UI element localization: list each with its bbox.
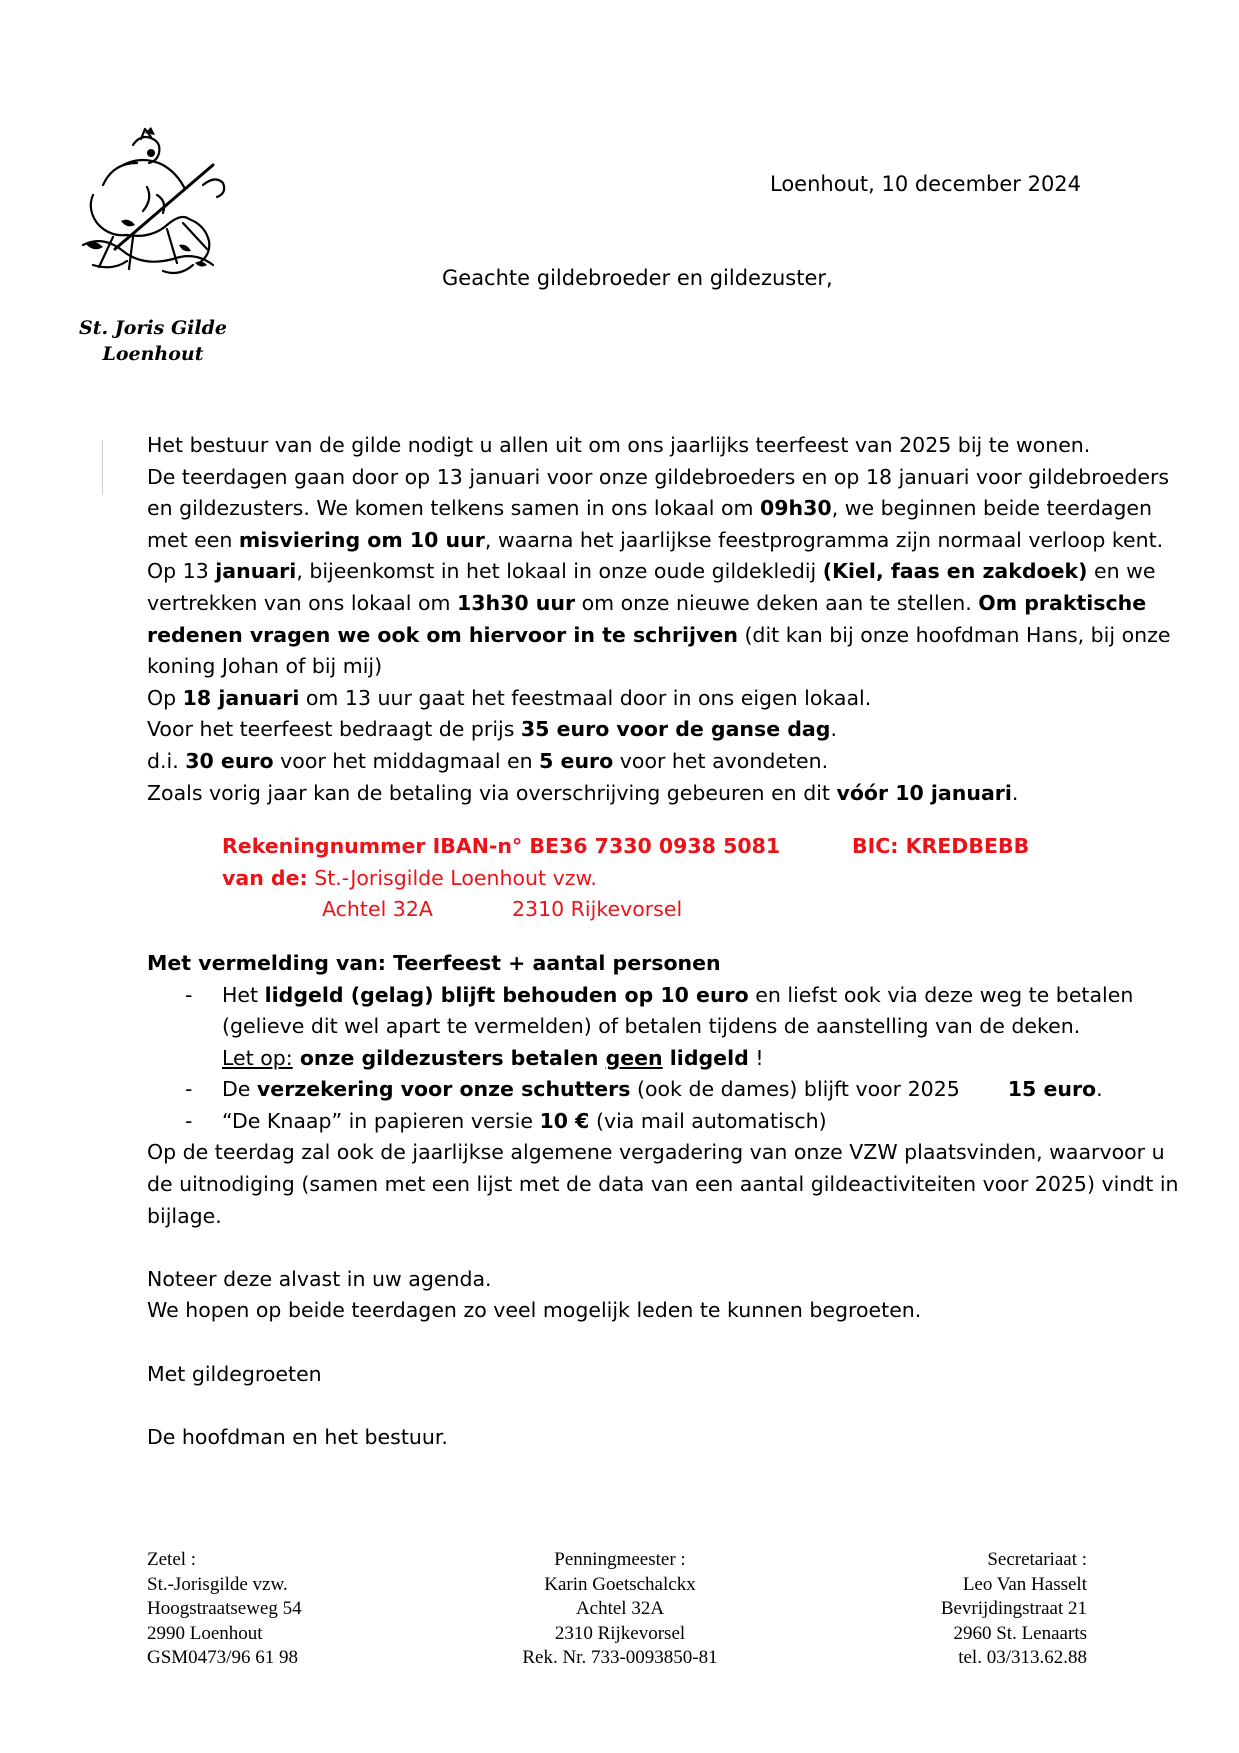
list-item [147, 1106, 1187, 1138]
mention-list [147, 980, 1187, 1138]
text: en we vertrekken van ons lokaal om [147, 559, 1156, 615]
footer-line: Karin Goetschalckx [544, 1573, 696, 1595]
paragraph-agenda: Noteer deze alvast in uw agenda. [147, 1266, 492, 1291]
paragraph-agm: Op de teerdag zal ook de jaarlijkse algemene vergadering van onze VZW plaatsvinden, waarvoor u de uitnodiging (samen met een lijst met de data van een aantal gildeactiviteiten voor 2025) vindt in bijlage. [147, 1140, 1179, 1228]
list-item [147, 1074, 1187, 1106]
logo-name-line2: Loenhout [102, 343, 204, 365]
footer-line: 2310 Rijkevorsel [554, 1622, 686, 1644]
text-bold: 13h30 uur [456, 590, 576, 615]
text-bold: misviering om 10 uur [238, 527, 485, 552]
text-bold: 10 € [539, 1108, 590, 1133]
text-bold: lidgeld [662, 1045, 749, 1070]
text-bold: 5 euro [539, 748, 614, 773]
list-dash: - [185, 1077, 193, 1102]
text: Op 13 [147, 559, 216, 584]
bank-street: Achtel 32A [322, 897, 433, 922]
text: d.i. [147, 748, 186, 773]
text: , bijeenkomst in het lokaal in onze oude gildekledij [296, 559, 823, 584]
text: (dit kan bij onze hoofdman Hans, bij onze koning Johan of bij mij) [147, 622, 1171, 679]
bic-code: BIC: KREDBEBB [852, 834, 1030, 859]
text-bold: onze gildezusters betalen [292, 1045, 606, 1070]
paragraph-price-split [147, 746, 1187, 778]
closing-signature: De hoofdman en het bestuur. [147, 1424, 448, 1449]
text: Zoals vorig jaar kan de betaling via overschrijving gebeuren en dit [147, 780, 837, 805]
mention-heading: Met vermelding van: Teerfeest + aantal personen [147, 950, 721, 975]
text-bold: lidgeld (gelag) blijft behouden op 10 euro [264, 982, 749, 1007]
logo-divider [102, 440, 103, 495]
footer-line: Penningmeester : [554, 1549, 686, 1570]
text: om 13 uur gaat het feestmaal door in ons eigen lokaal. [299, 685, 872, 710]
bank-details [222, 831, 1187, 926]
footer-line: Hoogstraatseweg 54 [147, 1598, 302, 1619]
text-bold: 15 euro [1007, 1077, 1097, 1102]
footer-line: Zetel : [147, 1549, 197, 1570]
paragraph-13-januari [147, 556, 1187, 682]
letter-body [147, 430, 1187, 1453]
text: om onze nieuwe deken aan te stellen. [575, 590, 979, 615]
text-bold: vóór 10 januari [836, 780, 1012, 805]
footer-line: tel. 03/313.62.88 [958, 1647, 1087, 1668]
footer-line: St.-Jorisgilde vzw. [147, 1573, 288, 1595]
st-george-dragon-icon [63, 125, 233, 285]
list-dash: - [185, 982, 193, 1007]
paragraph-price [147, 714, 1187, 746]
text-bold-underlined: geen [605, 1045, 663, 1070]
bank-city: 2310 Rijkevorsel [512, 897, 683, 922]
text-bold: verzekering voor onze schutters [256, 1077, 631, 1102]
footer-secretariaat [941, 1548, 1087, 1671]
account-holder: St.-Jorisgilde Loenhout vzw. [307, 865, 597, 890]
paragraph-teerdagen [147, 462, 1187, 557]
text: . [1011, 780, 1019, 805]
footer-line: 2990 Loenhout [147, 1622, 263, 1644]
text: voor het middagmaal en [273, 748, 540, 773]
text: voor het avondeten. [613, 748, 829, 773]
guild-logo [58, 125, 248, 365]
text-bold: 09h30 [760, 496, 832, 521]
from-label: van de: [222, 865, 308, 890]
spacer [147, 1327, 1187, 1359]
text: , we beginnen beide teerdagen met een [147, 496, 1153, 552]
bank-holder-row [222, 863, 1187, 895]
footer-line: 2960 St. Lenaarts [953, 1622, 1087, 1644]
text-bold: 30 euro [185, 748, 274, 773]
paragraph-payment [147, 778, 1187, 810]
footer-line: Leo Van Hasselt [962, 1573, 1087, 1595]
text-bold: 18 januari [182, 685, 300, 710]
footer-zetel [147, 1548, 302, 1671]
logo-name-line1: St. Joris Gilde [79, 317, 227, 339]
guild-logo-name [63, 315, 243, 367]
text: Het [222, 982, 265, 1007]
text-bold: 35 euro voor de ganse dag [520, 717, 831, 742]
closing-greeting: Met gildegroeten [147, 1361, 322, 1386]
footer-line: GSM0473/96 61 98 [147, 1647, 298, 1668]
text-bold: januari [215, 559, 297, 584]
letter-date: Loenhout, 10 december 2024 [770, 172, 1082, 196]
footer-line: Bevrijdingstraat 21 [940, 1598, 1087, 1619]
text: , waarna het jaarlijkse feestprogramma zijn normaal verloop kent. [484, 527, 1164, 552]
paragraph-18-januari [147, 683, 1187, 715]
text: De teerdagen gaan door op 13 januari voor onze gildebroeders en op 18 januari voor gildebroeders en gildezusters. We komen telkens samen in ons lokaal om [147, 464, 1170, 521]
text: “De Knaap” in papieren versie [222, 1108, 540, 1133]
text: De [222, 1077, 257, 1102]
text: Voor het teerfeest bedraagt de prijs [147, 717, 521, 742]
spacer [147, 1232, 1187, 1264]
text: en liefst ook via deze weg te betalen (gelieve dit wel apart te vermelden) of betalen tijdens de aanstelling van de deken. [222, 982, 1134, 1039]
text-bold: Om praktische redenen vragen we ook om hiervoor in te schrijven [147, 590, 1147, 647]
text-bold: (Kiel, faas en zakdoek) [822, 559, 1088, 584]
salutation: Geachte gildebroeder en gildezuster, [442, 266, 833, 290]
list-item [147, 980, 1187, 1075]
text-underlined: Let op: [222, 1045, 293, 1070]
text: . [830, 717, 837, 742]
text: (via mail automatisch) [589, 1108, 827, 1133]
text: . [1096, 1077, 1103, 1102]
spacer [147, 1390, 1187, 1422]
text: (ook de dames) blijft voor 2025 [630, 1077, 960, 1102]
footer-line: Rek. Nr. 733-0093850-81 [522, 1647, 718, 1668]
footer-line: Secretariaat : [987, 1549, 1087, 1570]
bank-account-row [222, 831, 1187, 863]
footer-line: Achtel 32A [575, 1598, 665, 1619]
iban-label: Rekeningnummer IBAN-n° BE36 7330 0938 5081 [222, 834, 781, 859]
bank-address-row [222, 894, 1187, 926]
paragraph-intro: Het bestuur van de gilde nodigt u allen uit om ons jaarlijks teerfeest van 2025 bij te wonen. [147, 433, 1091, 457]
text: Op [147, 685, 183, 710]
text: ! [748, 1045, 764, 1070]
footer-penningmeester [490, 1548, 750, 1671]
paragraph-hope: We hopen op beide teerdagen zo veel mogelijk leden te kunnen begroeten. [147, 1298, 922, 1323]
list-dash: - [185, 1108, 193, 1133]
